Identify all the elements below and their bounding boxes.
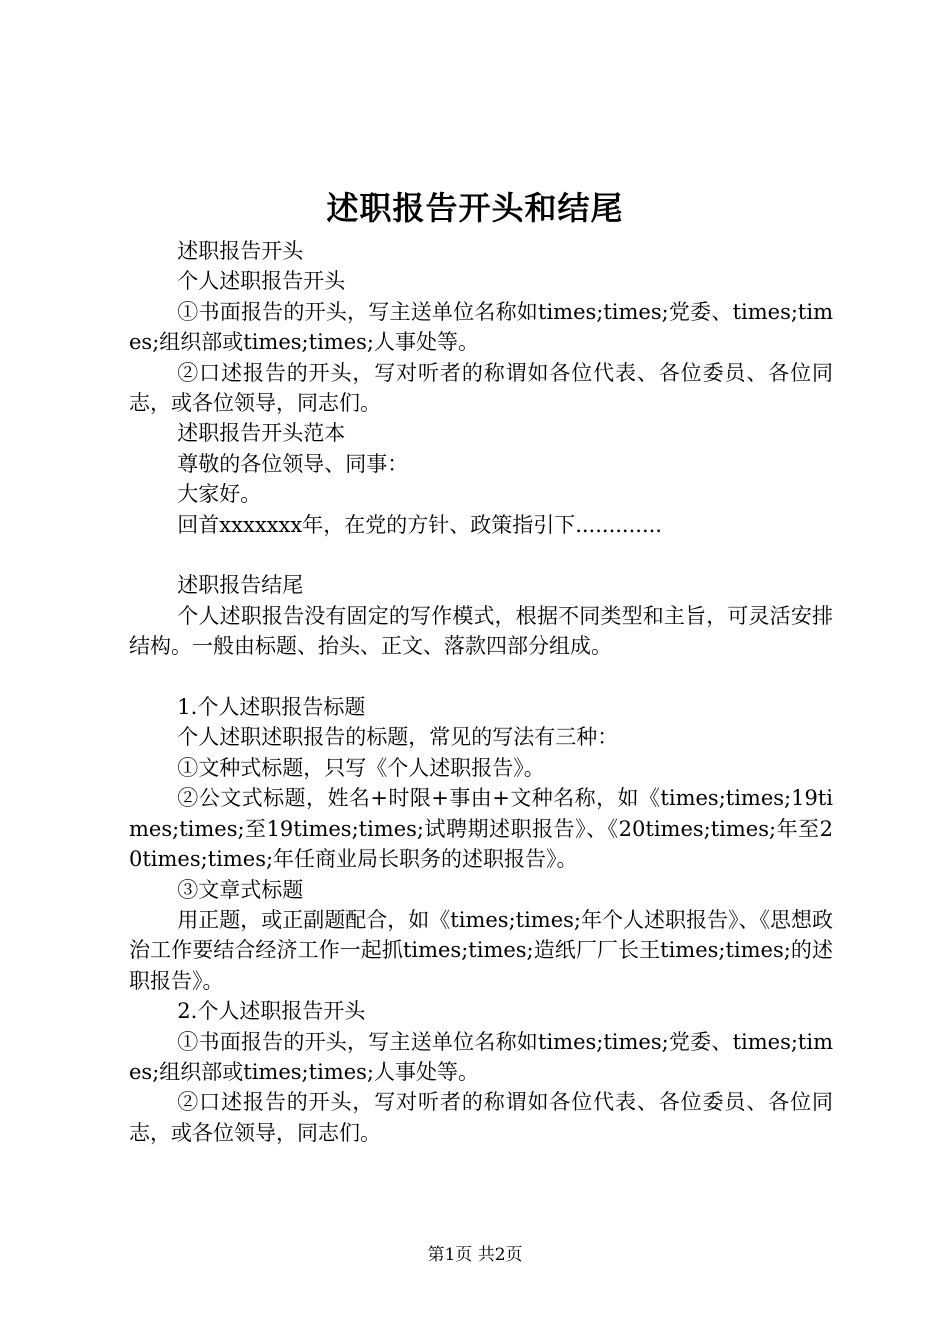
blank-line bbox=[129, 540, 833, 570]
document-title: 述职报告开头和结尾 bbox=[326, 189, 624, 227]
paragraph-looking-back: 回首xxxxxxx年，在党的方针、政策指引下............. bbox=[177, 512, 662, 537]
paragraph-structure: 个人述职报告没有固定的写作模式，根据不同类型和主旨，可灵活安排结构。一般由标题、抬头、正文、落款四部分组成。 bbox=[129, 603, 833, 659]
paragraph-article-example: 用正题，或正副题配合，如《times;times;年个人述职报告》、《思想政治工作要结合经济工作一起抓times;times;造纸厂厂长王times;times;的述职报告》。 bbox=[129, 907, 833, 993]
paragraph-greeting: 尊敬的各位领导、同事： bbox=[177, 451, 409, 476]
blank-line bbox=[129, 662, 833, 692]
paragraph-personal-opening: 个人述职报告开头 bbox=[177, 269, 346, 294]
paragraph-opening-sample: 述职报告开头范本 bbox=[177, 421, 346, 446]
paragraph-title-types: 个人述职述职报告的标题，常见的写法有三种： bbox=[177, 725, 619, 750]
paragraph-type-article: ③文章式标题 bbox=[177, 877, 304, 902]
paragraph-oral-opening-2: ②口述报告的开头，写对听者的称谓如各位代表、各位委员、各位同志，或各位领导，同志们。 bbox=[129, 1090, 833, 1145]
paragraph-section-opening: 2.个人述职报告开头 bbox=[177, 999, 366, 1024]
paragraph-type-official: ②公文式标题，姓名+时限+事由+文种名称，如《times;times;19times;times;至19times;times;试聘期述职报告》、《20times;times;年至20times;times;年任商业局长职务的述职报告》。 bbox=[129, 786, 833, 872]
page-footer: 第1页 共2页 bbox=[427, 1245, 523, 1265]
paragraph-section-title: 1.个人述职报告标题 bbox=[177, 695, 366, 720]
document-body bbox=[129, 236, 833, 1148]
paragraph-hello: 大家好。 bbox=[177, 482, 262, 507]
paragraph-oral-opening: ②口述报告的开头，写对听者的称谓如各位代表、各位委员、各位同志，或各位领导，同志们。 bbox=[129, 360, 833, 416]
paragraph-heading-opening: 述职报告开头 bbox=[177, 239, 304, 263]
paragraph-type-genre: ①文种式标题，只写《个人述职报告》。 bbox=[177, 755, 545, 780]
paragraph-written-opening-2: ①书面报告的开头，写主送单位名称如times;times;党委、times;times;组织部或times;times;人事处等。 bbox=[129, 1029, 833, 1084]
paragraph-heading-ending: 述职报告结尾 bbox=[177, 573, 304, 598]
paragraph-written-opening: ①书面报告的开头，写主送单位名称如times;times;党委、times;times;组织部或times;times;人事处等。 bbox=[129, 299, 833, 355]
